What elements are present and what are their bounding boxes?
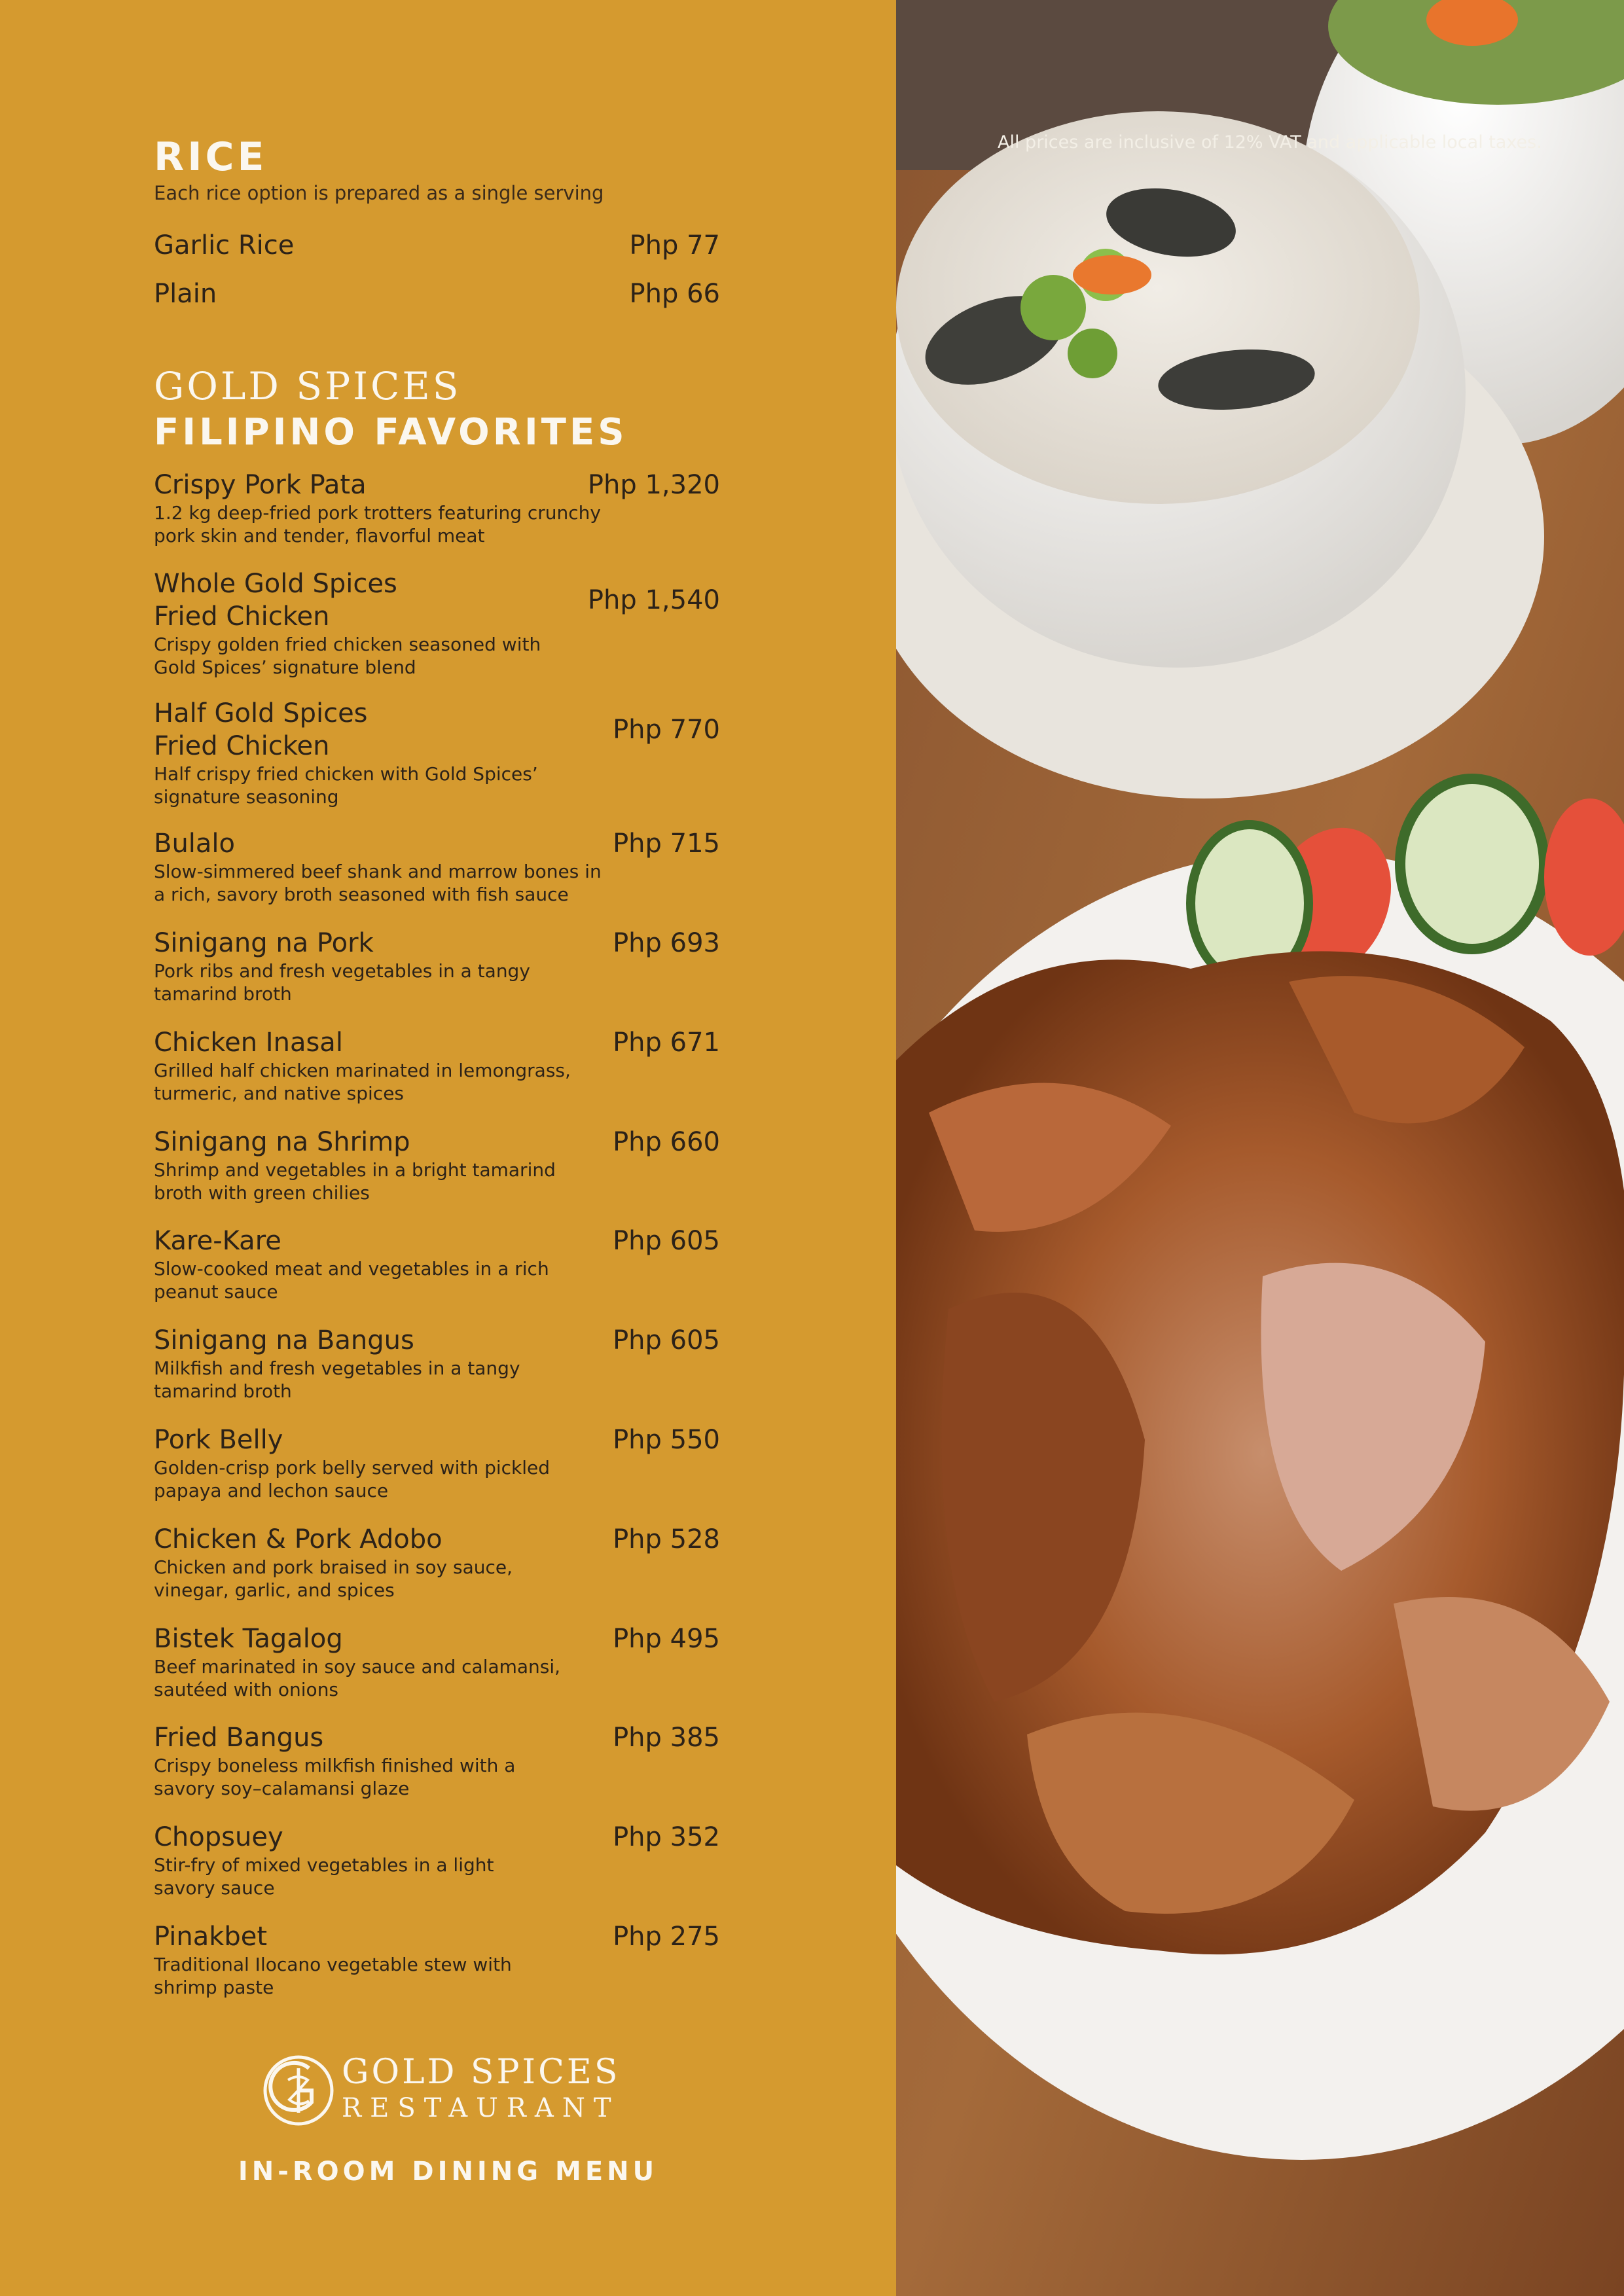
item-name: Crispy Pork Pata: [154, 470, 367, 500]
menu-item: [154, 1920, 720, 1999]
item-price: Php 275: [613, 1922, 720, 1952]
item-description: Half crispy fried chicken with Gold Spices’ signature seasoning: [154, 763, 538, 808]
menu-footer-title: IN-ROOM DINING MENU: [238, 2157, 659, 2187]
favorites-title-line2: FILIPINO FAVORITES: [154, 411, 628, 454]
item-price: Php 66: [629, 279, 720, 309]
menu-item: [154, 1424, 720, 1502]
item-price: Php 693: [613, 928, 720, 958]
item-price: Php 770: [613, 715, 720, 745]
menu-item: [154, 1523, 720, 1602]
menu-item: [154, 927, 720, 1005]
item-name: Chopsuey: [154, 1822, 283, 1852]
item-description: Pork ribs and fresh vegetables in a tangy tamarind broth: [154, 960, 530, 1005]
item-name: Sinigang na Pork: [154, 928, 374, 958]
item-price: Php 1,320: [587, 470, 720, 500]
item-description: 1.2 kg deep-fried pork trotters featuring crunchy pork skin and tender, flavorful meat: [154, 502, 601, 547]
item-description: Crispy golden fried chicken seasoned with Gold Spices’ signature blend: [154, 634, 541, 678]
item-description: Grilled half chicken marinated in lemongrass, turmeric, and native spices: [154, 1060, 571, 1104]
brand-subname: RESTAURANT: [342, 2093, 620, 2123]
item-description: Beef marinated in soy sauce and calamansi, sautéed with onions: [154, 1656, 561, 1700]
item-price: Php 671: [613, 1028, 720, 1058]
food-photo-illustration: [896, 0, 1624, 2296]
item-price: Php 605: [613, 1226, 720, 1256]
item-name: Pork Belly: [154, 1425, 283, 1455]
item-description: Chicken and pork braised in soy sauce, vinegar, garlic, and spices: [154, 1556, 513, 1601]
item-price: Php 495: [613, 1624, 720, 1654]
rice-title: RICE: [154, 134, 268, 180]
item-name: Chicken & Pork Adobo: [154, 1524, 442, 1554]
item-price: Php 77: [629, 230, 720, 260]
item-price: Php 660: [613, 1127, 720, 1157]
item-description: Crispy boneless milkfish finished with a savory soy–calamansi glaze: [154, 1755, 516, 1799]
item-name: Sinigang na Shrimp: [154, 1127, 410, 1157]
menu-item: [154, 1623, 720, 1701]
item-description: Milkfish and fresh vegetables in a tangy tamarind broth: [154, 1357, 520, 1402]
item-name: Plain: [154, 279, 217, 309]
food-photo: [896, 0, 1624, 2296]
menu-item: [154, 827, 720, 906]
item-price: Php 352: [613, 1822, 720, 1852]
item-name: Bistek Tagalog: [154, 1624, 343, 1654]
menu-item: [154, 278, 720, 310]
item-name: Chicken Inasal: [154, 1028, 343, 1058]
item-description: Shrimp and vegetables in a bright tamarind broth with green chilies: [154, 1159, 556, 1204]
menu-item: [154, 469, 720, 547]
item-name: Half Gold Spices Fried Chicken: [154, 698, 368, 761]
item-name: Kare-Kare: [154, 1226, 281, 1256]
item-price: Php 1,540: [587, 585, 720, 615]
menu-item: [154, 229, 720, 262]
menu-item: [154, 1026, 720, 1105]
item-price: Php 605: [613, 1325, 720, 1355]
item-price: Php 550: [613, 1425, 720, 1455]
item-name: Sinigang na Bangus: [154, 1325, 414, 1355]
brand-name: GOLD SPICES: [342, 2053, 621, 2092]
item-price: Php 715: [613, 829, 720, 859]
menu-item: [154, 1821, 720, 1899]
item-name: Fried Bangus: [154, 1723, 324, 1753]
item-description: Traditional Ilocano vegetable stew with shrimp paste: [154, 1954, 512, 1998]
menu-item: [154, 567, 720, 679]
item-name: Pinakbet: [154, 1922, 268, 1952]
gold-spices-logo-icon: [262, 2054, 335, 2127]
item-description: Golden-crisp pork belly served with pickled papaya and lechon sauce: [154, 1457, 550, 1501]
item-name: Whole Gold Spices Fried Chicken: [154, 569, 397, 632]
item-name: Garlic Rice: [154, 230, 295, 260]
rice-subtitle: Each rice option is prepared as a single serving: [154, 182, 604, 204]
menu-item: [154, 1324, 720, 1403]
menu-item: [154, 1126, 720, 1204]
menu-item: [154, 1721, 720, 1800]
item-description: Stir-fry of mixed vegetables in a light savory sauce: [154, 1854, 494, 1899]
item-name: Bulalo: [154, 829, 236, 859]
menu-item: [154, 697, 720, 808]
item-price: Php 528: [613, 1524, 720, 1554]
menu-item: [154, 1225, 720, 1303]
item-description: Slow-cooked meat and vegetables in a rich peanut sauce: [154, 1258, 549, 1302]
favorites-title-line1: GOLD SPICES: [154, 364, 461, 408]
item-description: Slow-simmered beef shank and marrow bones in a rich, savory broth seasoned with fish sauce: [154, 861, 602, 905]
vat-note: All prices are inclusive of 12% VAT and applicable local taxes.: [998, 132, 1542, 152]
item-price: Php 385: [613, 1723, 720, 1753]
